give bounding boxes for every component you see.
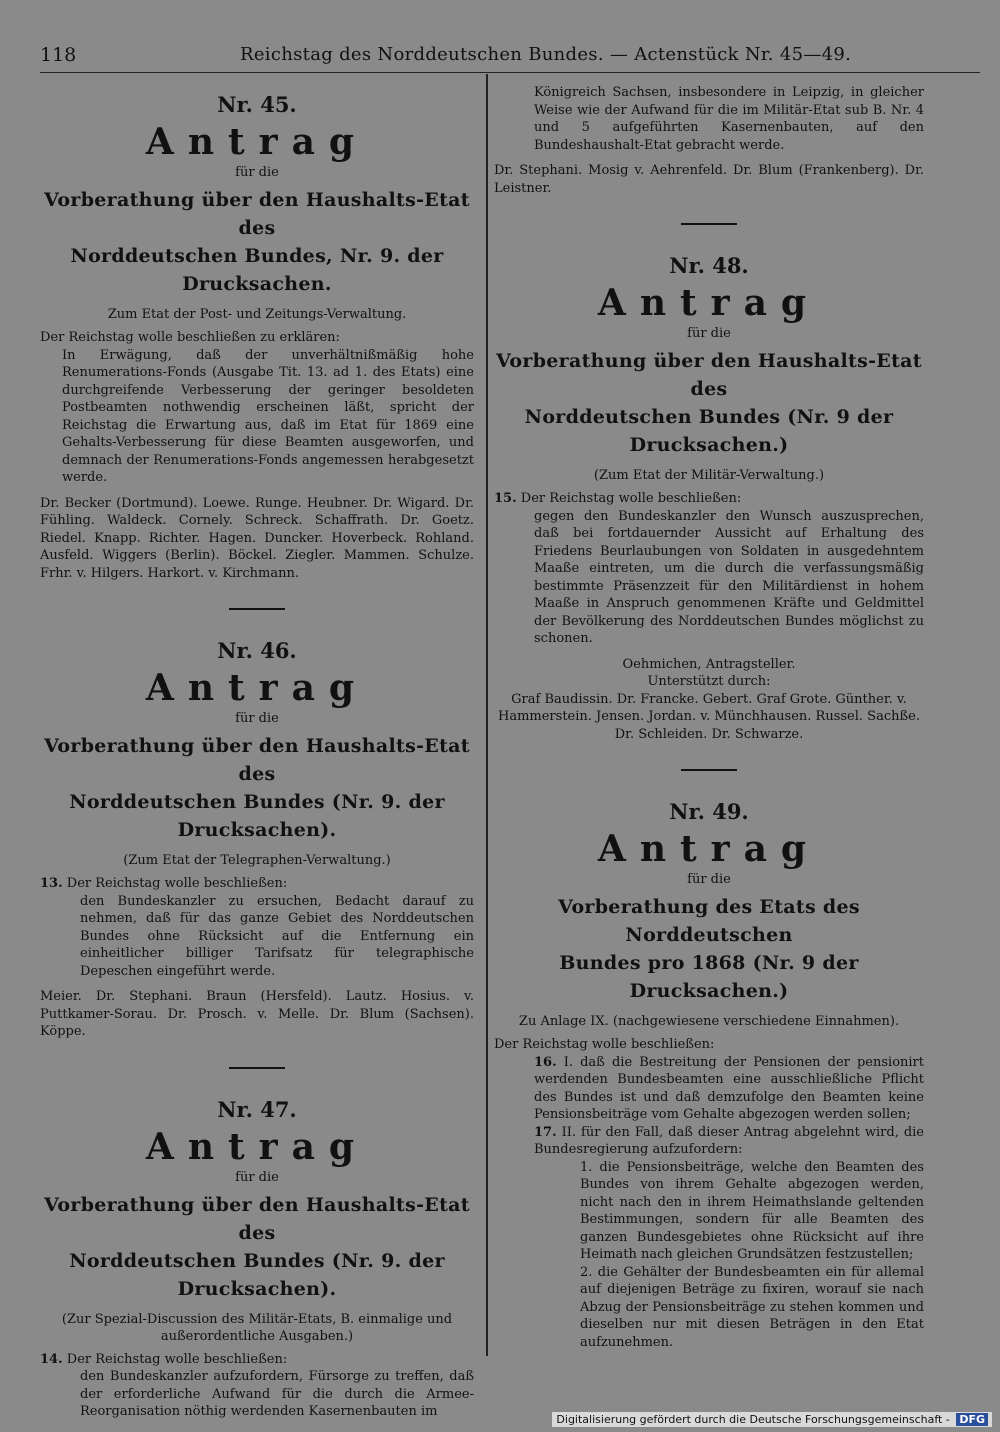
antrag-intro bbox=[40, 875, 474, 893]
antrag-46 bbox=[40, 638, 474, 1041]
antrag-48 bbox=[494, 253, 924, 743]
mover: Oehmichen, Antragsteller. bbox=[622, 656, 796, 672]
right-column bbox=[494, 84, 924, 1351]
supported-by: Unterstützt durch: bbox=[647, 674, 771, 689]
antrag-title-line1: Vorberathung über den Haushalts-Etat des bbox=[496, 350, 922, 400]
antrag-title-line1: Vorberathung über den Haushalts-Etat des bbox=[44, 1193, 470, 1244]
antrag-title-line2: Bundes pro 1868 (Nr. 9 der Drucksachen.) bbox=[559, 952, 859, 1002]
antrag-heading: Antrag bbox=[145, 1125, 369, 1168]
paragraph-text: I. daß die Bestreitung der Pensionen der pensionirt werdenden Bundesbeamten eine ausschließliche Pflicht des Bundes ist und daß demzufolge den Beamten keine Pensionsbeiträge vom Gehalte abgezogen werden sollen; bbox=[534, 1054, 924, 1122]
antrag-heading: Antrag bbox=[597, 828, 821, 870]
antrag-number: Nr. 46. bbox=[217, 638, 297, 663]
antrag-intro bbox=[40, 1351, 474, 1369]
antrag-47-continued bbox=[494, 84, 924, 197]
section-rule bbox=[681, 223, 737, 225]
antrag-subtitle: Zu Anlage IX. (nachgewiesene verschiedene Einnahmen). bbox=[518, 1014, 900, 1029]
fuer-die: für die bbox=[235, 711, 279, 726]
paragraph-16 bbox=[494, 1054, 924, 1124]
antrag-title-line2: Norddeutschen Bundes (Nr. 9. der Drucksachen). bbox=[69, 1249, 445, 1300]
antrag-body: In Erwägung, daß der unverhältnißmäßig hohe Renumerations-Fonds (Ausgabe Tit. 13. ad 1. des Etats) eine durchgreifende Verbesserung der geringer besoldeten Postbeamten nothwendig erscheinen läßt, spricht der Reichstag die Erwartung aus, daß im Etat für 1869 eine Gehalts-Verbesserung für diese Beamten ausgeworfen, und demnach der Renumerations-Fonds angemessen herabgesetzt werde. bbox=[62, 347, 474, 485]
antrag-title-line1: Vorberathung über den Haushalts-Etat des bbox=[44, 735, 470, 785]
antrag-subtitle: (Zum Etat der Telegraphen-Verwaltung.) bbox=[123, 853, 391, 868]
page-header bbox=[40, 42, 980, 73]
antrag-heading: Antrag bbox=[145, 121, 369, 163]
antrag-body: den Bundeskanzler aufzufordern, Fürsorge zu treffen, daß der erforderliche Aufwand für die durch die Armee-Reorganisation nöthig werdenden Kasernenbauten im bbox=[80, 1369, 474, 1419]
antrag-body-continued: Königreich Sachsen, insbesondere in Leipzig, in gleicher Weise wie der Aufwand für die im Militär-Etat sub B. Nr. 4 und 5 aufgeführten Kasernenbauten, auf den Bundeshaushalt-Etat gebracht werde. bbox=[534, 85, 924, 153]
intro-text: Der Reichstag wolle beschließen: bbox=[66, 1351, 288, 1367]
paragraph-number: 14. bbox=[40, 1351, 63, 1367]
antrag-subtitle: (Zum Etat der Militär-Verwaltung.) bbox=[593, 468, 825, 483]
antrag-subtitle: Zum Etat der Post- und Zeitungs-Verwaltung. bbox=[107, 307, 407, 322]
list-item: 1. die Pensionsbeiträge, welche den Beamten des Bundes von ihrem Gehalte abgezogen werden, nicht nach den in ihrem Heimathslande geltenden Bestimmungen, sondern für alle Beamten des ganzen Bundesgebietes ohne Rücksicht auf ihre Heimath nach gleichen Grundsätzen festzustellen; bbox=[580, 1159, 924, 1262]
fuer-die: für die bbox=[687, 872, 731, 887]
page-number: 118 bbox=[40, 44, 77, 66]
paragraph-17 bbox=[494, 1124, 924, 1159]
signatures: Dr. Stephani. Mosig v. Aehrenfeld. Dr. Blum (Frankenberg). Dr. Leistner. bbox=[494, 163, 924, 196]
fuer-die: für die bbox=[235, 1169, 279, 1185]
intro-text: Der Reichstag wolle beschließen: bbox=[520, 491, 742, 506]
antrag-title-line1: Vorberathung des Etats des Norddeutschen bbox=[558, 896, 860, 946]
signatures: Dr. Becker (Dortmund). Loewe. Runge. Heubner. Dr. Wigard. Dr. Fühling. Waldeck. Cornely. Schreck. Schaffrath. Dr. Goetz. Riedel. Knapp. Richter. Hagen. Duncker. Hoverbeck. Rohland. Ausfeld. Wiggers (Berlin). Böckel. Ziegler. Mammen. Schulze. Frhr. v. Hilgers. Harkort. v. Kirchmann. bbox=[40, 495, 474, 581]
paragraph-number: 15. bbox=[494, 491, 517, 506]
antrag-title-line2: Norddeutschen Bundes (Nr. 9. der Drucksachen). bbox=[69, 791, 445, 841]
antrag-number: Nr. 49. bbox=[669, 799, 749, 824]
antrag-title-line2: Norddeutschen Bundes, Nr. 9. der Drucksachen. bbox=[70, 245, 444, 295]
paragraph-text: II. für den Fall, daß dieser Antrag abgelehnt wird, die Bundesregierung aufzufordern: bbox=[534, 1124, 925, 1157]
column-divider bbox=[486, 74, 488, 1356]
antrag-title-line2: Norddeutschen Bundes (Nr. 9 der Drucksachen.) bbox=[524, 406, 894, 456]
paragraph-number: 13. bbox=[40, 876, 63, 891]
antrag-heading: Antrag bbox=[597, 282, 821, 324]
fuer-die: für die bbox=[235, 165, 279, 180]
antrag-number: Nr. 45. bbox=[217, 92, 297, 117]
fuer-die: für die bbox=[687, 326, 731, 341]
antrag-body: den Bundeskanzler zu ersuchen, Bedacht darauf zu nehmen, daß für das ganze Gebiet des Norddeutschen Bundes ohne Rücksicht auf die Entfernung ein einheitlicher billiger Tarifsatz für telegraphische Depeschen eingeführt werde. bbox=[80, 893, 474, 979]
antrag-number: Nr. 48. bbox=[669, 253, 749, 278]
antrag-body: gegen den Bundeskanzler den Wunsch auszusprechen, daß bei fortdauernder Aussicht auf Erhaltung des Friedens Beurlaubungen von Soldaten in ausgedehntem Maaße eintreten, um die durch die verfassungsmäßig bestimmte Präsenzzeit für den Militärdienst in hohem Maaße in Anspruch genommenen Kräfte und Geldmittel der Bevölkerung des Norddeutschen Bundes möglichst zu schonen. bbox=[534, 508, 924, 646]
running-title: Reichstag des Norddeutschen Bundes. — Actenstück Nr. 45—49. bbox=[240, 44, 852, 65]
antrag-49 bbox=[494, 799, 924, 1351]
antrag-number: Nr. 47. bbox=[217, 1096, 297, 1122]
antrag-subtitle: (Zur Spezial-Discussion des Militär-Etats, B. einmalige und außerordentliche Ausgaben.) bbox=[61, 1311, 453, 1344]
antrag-intro: Der Reichstag wolle beschließen zu erklären: bbox=[40, 330, 340, 345]
section-rule bbox=[229, 608, 285, 610]
footer-text: Digitalisierung gefördert durch die Deutsche Forschungsgemeinschaft - bbox=[556, 1413, 950, 1426]
antrag-intro: Der Reichstag wolle beschließen: bbox=[494, 1037, 715, 1052]
left-column bbox=[40, 84, 474, 1421]
antrag-title-line1: Vorberathung über den Haushalts-Etat des bbox=[44, 189, 470, 239]
dfg-logo: DFG bbox=[956, 1413, 988, 1426]
antrag-47 bbox=[40, 1097, 474, 1421]
list-item: 2. die Gehälter der Bundesbeamten ein für allemal auf diejenigen Beträge zu fixiren, worauf sie nach Abzug der Pensionsbeiträge zu stehen kommen und dieselben nur mit diesen Beträgen in den Etat aufzunehmen. bbox=[580, 1264, 924, 1350]
section-rule bbox=[229, 1067, 285, 1069]
antrag-45 bbox=[40, 92, 474, 582]
intro-text: Der Reichstag wolle beschließen: bbox=[66, 876, 288, 891]
paragraph-number: 17. bbox=[534, 1124, 557, 1140]
antrag-intro bbox=[494, 490, 924, 508]
section-rule bbox=[681, 769, 737, 771]
digitization-footer bbox=[552, 1412, 992, 1427]
signatures: Graf Baudissin. Dr. Francke. Gebert. Graf Grote. Günther. v. Hammerstein. Jensen. Jordan. v. Münchhausen. Russel. Sachße. Dr. Schleiden. Dr. Schwarze. bbox=[498, 691, 920, 742]
antrag-heading: Antrag bbox=[145, 667, 369, 709]
signatures: Meier. Dr. Stephani. Braun (Hersfeld). Lautz. Hosius. v. Puttkamer-Sorau. Dr. Prosch. v. Melle. Dr. Blum (Sachsen). Köppe. bbox=[40, 989, 474, 1039]
paragraph-number: 16. bbox=[534, 1054, 557, 1070]
